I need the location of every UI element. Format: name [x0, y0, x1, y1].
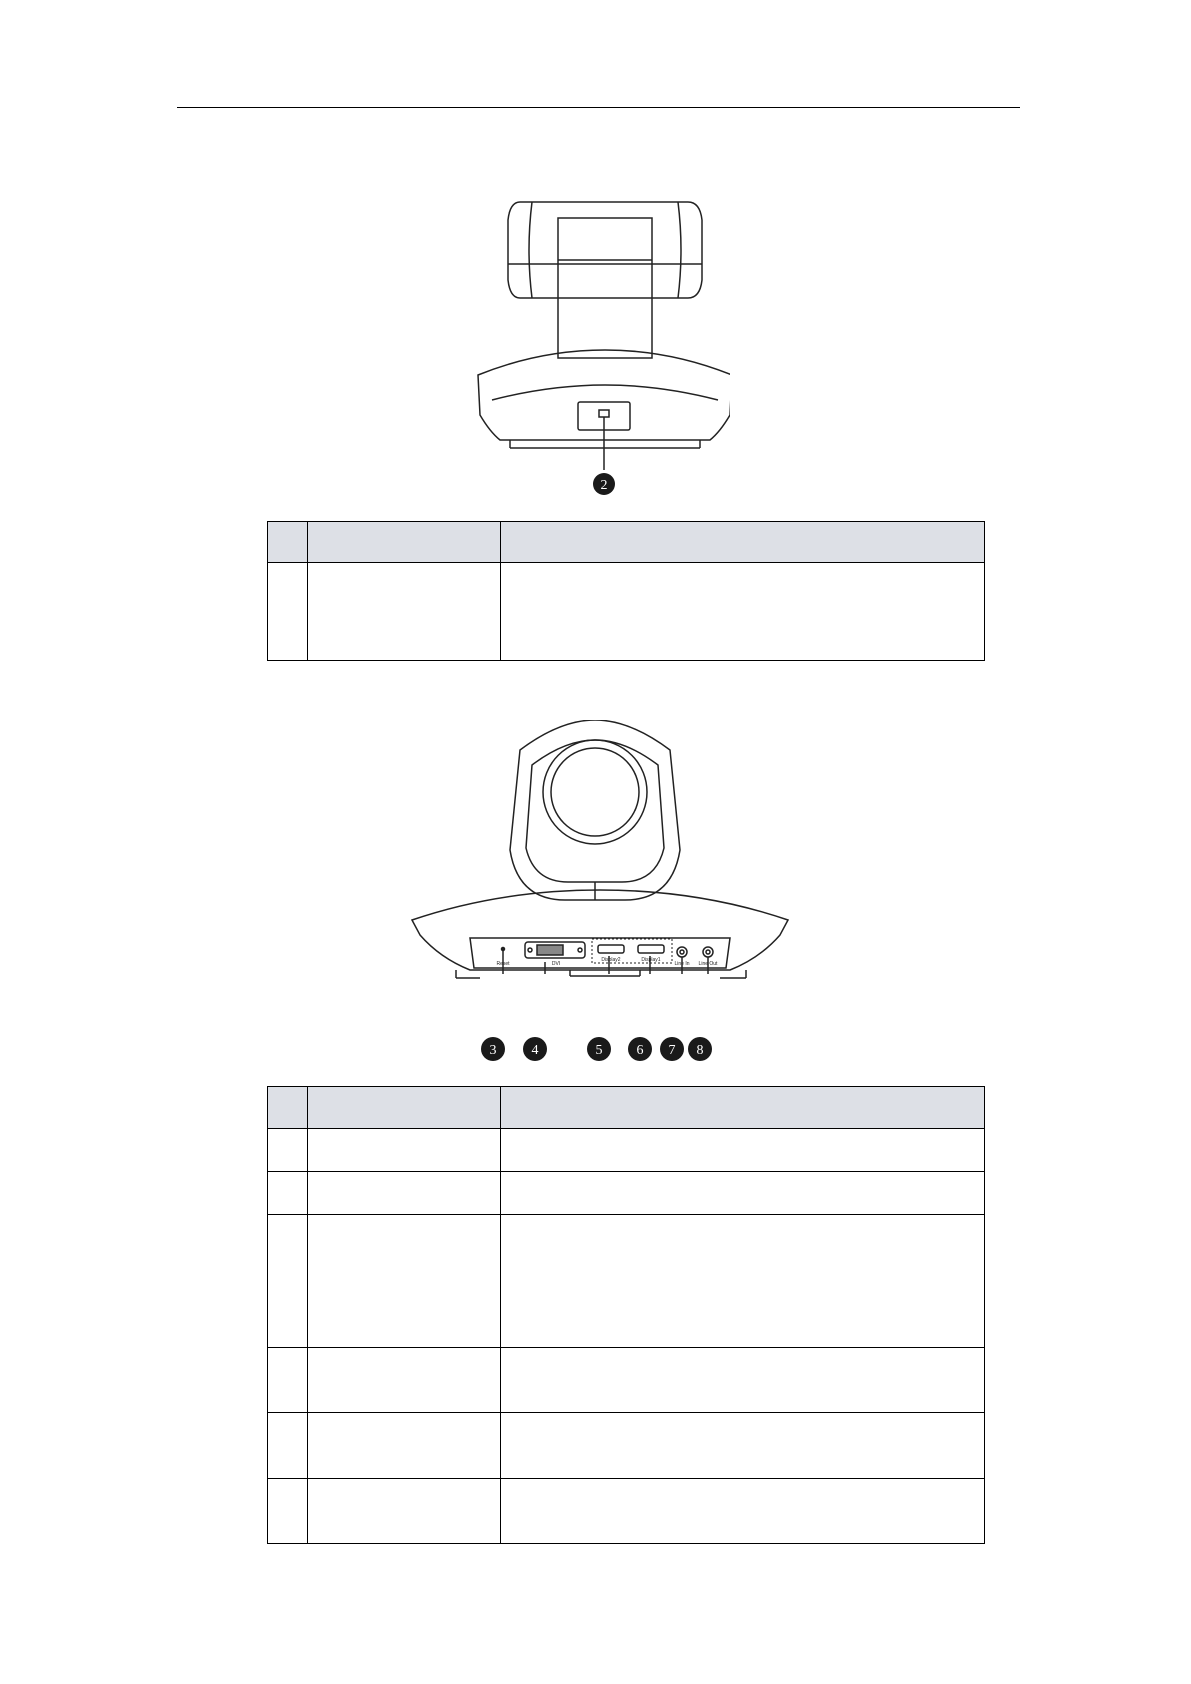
cell-no [268, 1413, 308, 1479]
cell-description [501, 1348, 985, 1413]
callout-number: 6 [636, 1043, 644, 1058]
cell-no [268, 563, 308, 661]
callout-number: 5 [595, 1043, 603, 1058]
camera-rear-figure [470, 190, 730, 500]
callouts-row [480, 1036, 720, 1062]
cell-description [501, 1172, 985, 1215]
header-name [308, 522, 501, 563]
header-no [268, 522, 308, 563]
callout-number: 2 [600, 478, 608, 493]
port-table-1 [267, 521, 985, 661]
camera-front-figure [410, 720, 790, 990]
cell-name [308, 1479, 501, 1544]
table-row [268, 1129, 985, 1172]
port-label-dvi: DVI [551, 961, 561, 967]
table-row [268, 1348, 985, 1413]
camera-rear-illustration [470, 190, 730, 500]
cell-name [308, 1172, 501, 1215]
port-label-display1: Display1 [641, 957, 661, 963]
callout-number: 4 [531, 1043, 539, 1058]
cell-name [308, 1348, 501, 1413]
port-label-line-out: Line Out [698, 961, 718, 967]
header-rule [177, 107, 1020, 108]
port-label-display2: Display2 [601, 957, 621, 963]
cell-description [501, 1215, 985, 1348]
cell-no [268, 1215, 308, 1348]
header-description [501, 1087, 985, 1129]
cell-no [268, 1479, 308, 1544]
header-description [501, 522, 985, 563]
cell-description [501, 1413, 985, 1479]
camera-front-illustration [410, 720, 790, 990]
cell-no [268, 1129, 308, 1172]
table-row [268, 1215, 985, 1348]
table-row [268, 1479, 985, 1544]
cell-description [501, 1479, 985, 1544]
cell-name [308, 1215, 501, 1348]
port-label-line-in: Line In [674, 961, 690, 967]
cell-description [501, 1129, 985, 1172]
callout-number: 8 [696, 1043, 704, 1058]
cell-description [501, 563, 985, 661]
table-row [268, 1172, 985, 1215]
callout-number: 7 [668, 1043, 676, 1058]
callout-2 [592, 472, 616, 496]
cell-no [268, 1172, 308, 1215]
table-row [268, 563, 985, 661]
header-no [268, 1087, 308, 1129]
cell-name [308, 1413, 501, 1479]
port-table-2 [267, 1086, 985, 1544]
cell-no [268, 1348, 308, 1413]
callout-number: 3 [489, 1043, 497, 1058]
cell-name [308, 563, 501, 661]
cell-name [308, 1129, 501, 1172]
table-row [268, 1413, 985, 1479]
header-name [308, 1087, 501, 1129]
port-label-reset: Reset [496, 961, 510, 967]
